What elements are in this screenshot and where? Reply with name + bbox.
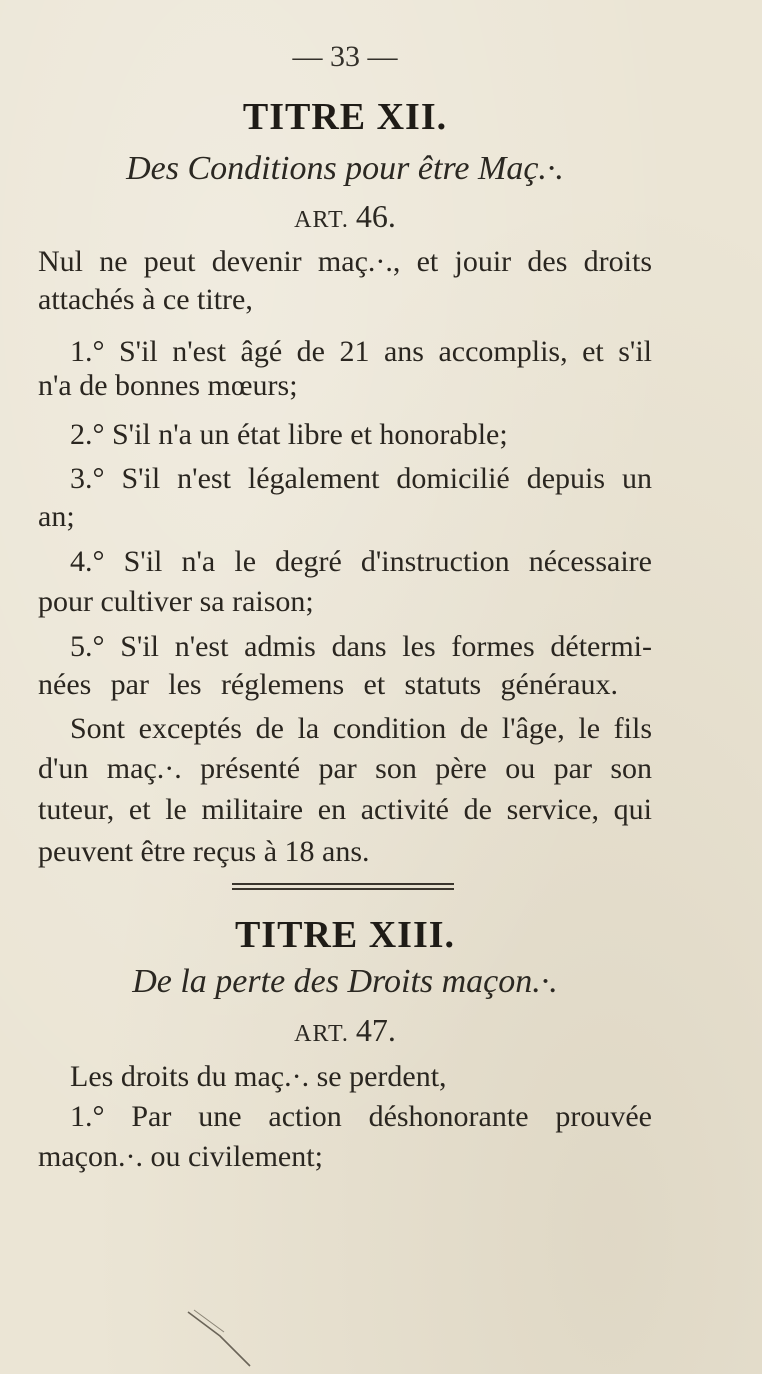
text-line: 5.° S'il n'est admis dans les formes détermi- — [70, 630, 652, 663]
page-number: — 33 — — [292, 40, 398, 73]
section-subtitle: Des Conditions pour être Maç.·. — [126, 150, 564, 187]
section-heading: TITRE XIII. — [234, 914, 456, 956]
article-label — [0, 1012, 690, 1049]
article-number: 46. — [355, 198, 396, 234]
text-line: Les droits du maç.·. se perdent, — [70, 1060, 447, 1093]
text-line: tuteur, et le militaire en activité de service, qui — [38, 793, 652, 826]
article-prefix: ART. — [294, 1021, 349, 1047]
text-line: an; — [38, 500, 75, 533]
section-divider — [232, 883, 454, 890]
text-line: Nul ne peut devenir maç.·., et jouir des droits — [38, 245, 652, 278]
text-line: attachés à ce titre, — [38, 283, 253, 316]
article-label — [0, 198, 690, 235]
text-line: d'un maç.·. présenté par son père ou par son — [38, 752, 652, 785]
text-line: nées par les réglemens et statuts généraux. — [38, 668, 618, 701]
text-line: 1.° S'il n'est âgé de 21 ans accomplis, et s'il — [70, 335, 652, 368]
section-subtitle: De la perte des Droits maçon.·. — [132, 963, 558, 1000]
text-line: 3.° S'il n'est légalement domicilié depuis un — [70, 462, 652, 495]
text-line: peuvent être reçus à 18 ans. — [38, 835, 370, 868]
text-line: n'a de bonnes mœurs; — [38, 369, 298, 402]
text-line: maçon.·. ou civilement; — [38, 1140, 323, 1173]
text-line: 1.° Par une action déshonorante prouvée — [70, 1100, 652, 1133]
article-prefix: ART. — [294, 207, 349, 233]
text-line: 4.° S'il n'a le degré d'instruction nécessaire — [70, 545, 652, 578]
section-heading: TITRE XII. — [242, 96, 448, 138]
article-number: 47. — [355, 1012, 396, 1048]
text-line: pour cultiver sa raison; — [38, 585, 314, 618]
pencil-mark-icon — [180, 1308, 270, 1368]
text-line: 2.° S'il n'a un état libre et honorable; — [70, 418, 508, 451]
text-line: Sont exceptés de la condition de l'âge, le fils — [70, 712, 652, 745]
